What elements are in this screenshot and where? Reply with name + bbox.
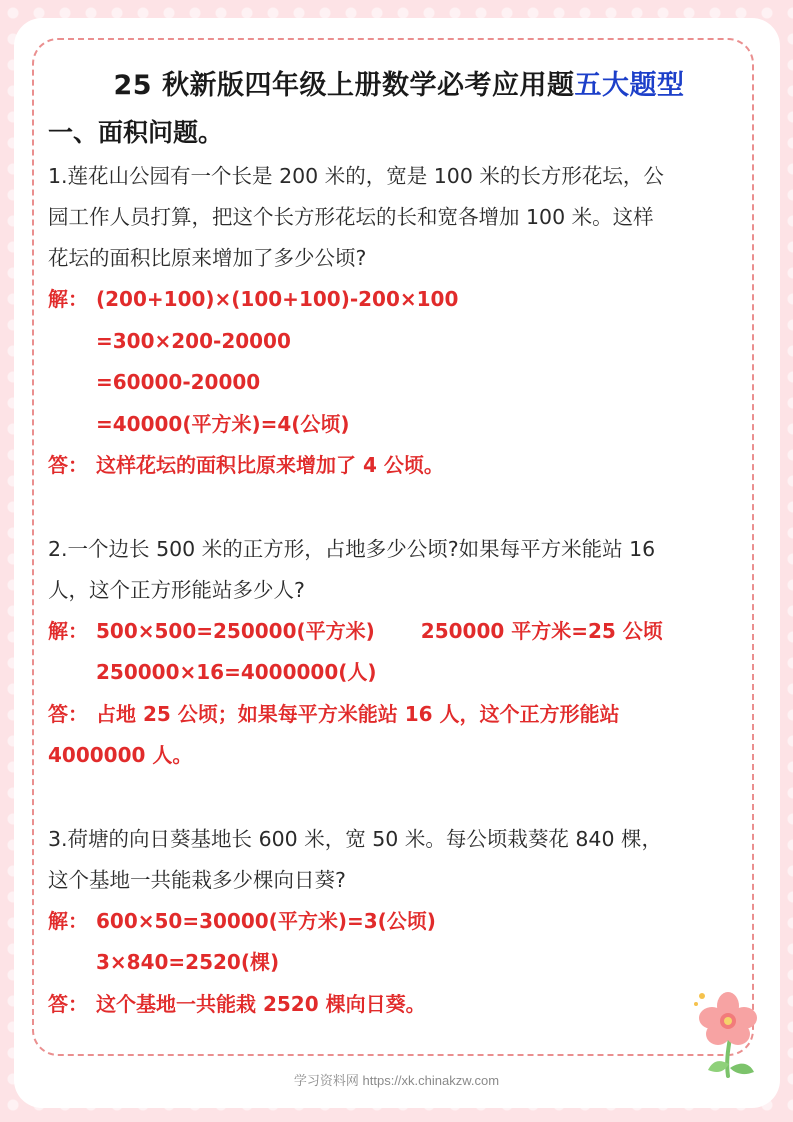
title-main: 25 秋新版四年级上册数学必考应用题: [113, 70, 575, 101]
spacer: [48, 487, 750, 529]
solution-label: 解：: [48, 618, 88, 643]
solution-step: 3×840=2520(棵): [96, 950, 280, 974]
question-line: 这个基地一共能栽多少棵向日葵?: [48, 867, 346, 892]
question-line: 园工作人员打算，把这个长方形花坛的长和宽各增加 100 米。这样: [48, 205, 654, 229]
question-line: 花坛的面积比原来增加了多少公顷?: [48, 246, 367, 270]
title-accent: 五大题型: [574, 70, 685, 101]
question-line: 2.一个边长 500 米的正方形，占地多少公顷?如果每平方米能站 16: [48, 536, 656, 561]
answer-text: 这样花坛的面积比原来增加了 4 公顷。: [96, 453, 444, 477]
spacer: [48, 777, 750, 819]
solution-step: =300×200-20000: [96, 328, 291, 353]
solution-step: 250000×16=4000000(人): [96, 660, 377, 684]
question-line: 人，这个正方形能站多少人?: [48, 577, 305, 602]
answer-line: [48, 984, 750, 1026]
answer-text: 这个基地一共能栽 2520 棵向日葵。: [96, 991, 426, 1016]
question-line: 1.莲花山公园有一个长是 200 米的，宽是 100 米的长方形花坛，公: [48, 164, 664, 188]
answer-text: 4000000 人。: [48, 743, 193, 767]
solution-line: [48, 279, 750, 321]
answer-line: [48, 694, 750, 736]
solution-label: 解：: [48, 908, 88, 933]
solution-line: [48, 611, 750, 653]
question-line: 3.荷塘的向日葵基地长 600 米，宽 50 米。每公顷栽葵花 840 棵，: [48, 826, 662, 851]
answer-text: 占地 25 公顷；如果每平方米能站 16 人，这个正方形能站: [96, 701, 620, 726]
solution-line: [48, 901, 750, 943]
solution-step: 250000 平方米=25 公顷: [420, 618, 663, 643]
solution-step: =60000-20000: [96, 370, 261, 394]
solution-step: (200+100)×(100+100)-200×100: [96, 287, 459, 311]
solution-step: 500×500=250000(平方米): [96, 618, 375, 643]
solution-step: 600×50=30000(平方米)=3(公顷): [96, 908, 436, 933]
answer-label: 答：: [48, 991, 88, 1016]
page-title: [48, 62, 750, 110]
footer-watermark: 学习资料网 https://xk.chinakzw.com: [293, 1073, 500, 1088]
section-heading: 一、面积问题。: [48, 118, 224, 147]
problem-2: [48, 529, 750, 611]
answer-label: 答：: [48, 453, 88, 477]
answer-label: 答：: [48, 701, 88, 726]
problem-3: [48, 819, 750, 901]
problem-1: [48, 156, 750, 279]
solution-label: 解：: [48, 287, 88, 311]
answer-line: [48, 445, 750, 487]
document-content: [48, 62, 750, 1025]
solution-step: =40000(平方米)=4(公顷): [96, 411, 350, 436]
flower-icon: [690, 984, 762, 1084]
